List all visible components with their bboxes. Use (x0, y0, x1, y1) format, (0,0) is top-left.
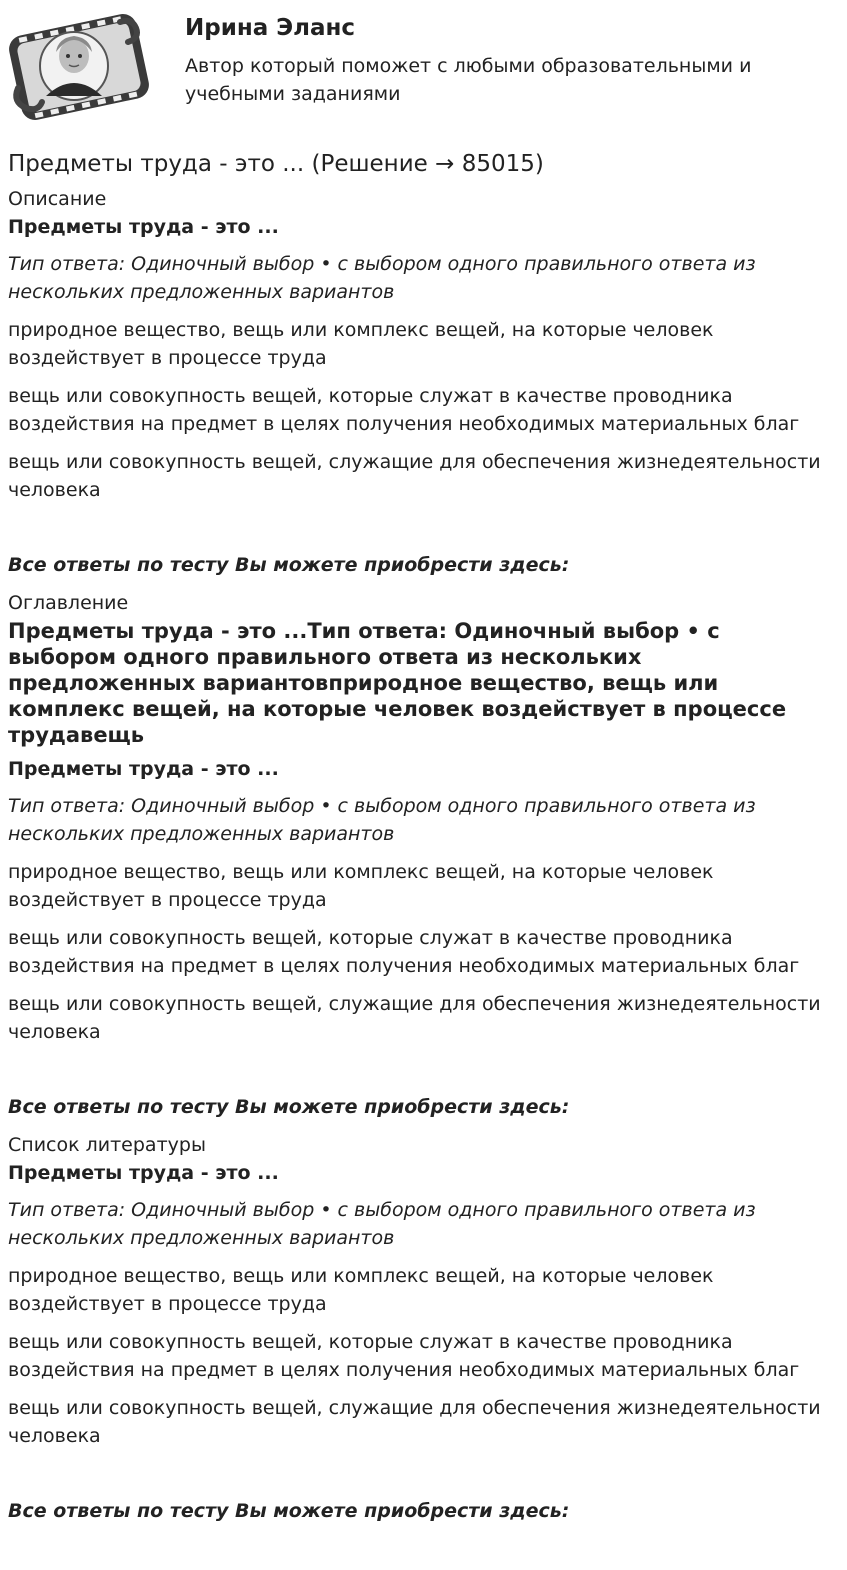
question-title: Предметы труда - это ... (8, 216, 279, 238)
buy-answers-link[interactable]: Все ответы по тесту Вы можете приобрести здесь: (8, 1500, 570, 1522)
answer-option: вещь или совокупность вещей, служащие для обеспечения жизнедеятельности человека (8, 451, 821, 501)
section-label: Оглавление (8, 592, 129, 614)
answer-option: вещь или совокупность вещей, служащие для обеспечения жизнедеятельности человека (8, 1397, 821, 1447)
author-description: Автор который поможет с любыми образовательными и учебными заданиями (185, 55, 752, 105)
author-card (8, 6, 838, 128)
question-title: Предметы труда - это ... (8, 758, 279, 780)
answer-type: Тип ответа: Одиночный выбор • с выбором одного правильного ответа из нескольких предложенных вариантов (8, 1199, 756, 1249)
answer-option: природное вещество, вещь или комплекс вещей, на которые человек воздействует в процессе труда (8, 319, 714, 369)
main-content (8, 148, 834, 1536)
answer-option: вещь или совокупность вещей, которые служат в качестве проводника воздействия на предмет в целях получения необходимых материальных благ (8, 385, 800, 435)
buy-answers-link[interactable]: Все ответы по тесту Вы можете приобрести здесь: (8, 554, 570, 576)
page-title: Предметы труда - это ... (Решение → 85015) (8, 151, 544, 177)
section-label: Описание (8, 188, 107, 210)
answer-option: вещь или совокупность вещей, которые служат в качестве проводника воздействия на предмет в целях получения необходимых материальных благ (8, 927, 800, 977)
answer-type: Тип ответа: Одиночный выбор • с выбором одного правильного ответа из нескольких предложенных вариантов (8, 253, 756, 303)
description-section (8, 186, 834, 578)
answer-option: вещь или совокупность вещей, служащие для обеспечения жизнедеятельности человека (8, 993, 821, 1043)
answer-type: Тип ответа: Одиночный выбор • с выбором одного правильного ответа из нескольких предложенных вариантов (8, 795, 756, 845)
contents-section (8, 590, 834, 1120)
references-section (8, 1132, 834, 1524)
contents-heading: Предметы труда - это ...Тип ответа: Одиночный выбор • с выбором одного правильного ответа из нескольких предложенных вариантовприродное вещество, вещь или комплекс вещей, на которые человек воздействует в процессе трудавещь (8, 619, 787, 747)
answer-option: природное вещество, вещь или комплекс вещей, на которые человек воздействует в процессе труда (8, 861, 714, 911)
section-label: Список литературы (8, 1134, 206, 1156)
author-name[interactable]: Ирина Эланс (185, 15, 356, 41)
question-title: Предметы труда - это ... (8, 1162, 279, 1184)
author-avatar[interactable] (8, 8, 150, 126)
answer-option: природное вещество, вещь или комплекс вещей, на которые человек воздействует в процессе труда (8, 1265, 714, 1315)
buy-answers-link[interactable]: Все ответы по тесту Вы можете приобрести здесь: (8, 1096, 570, 1118)
answer-option: вещь или совокупность вещей, которые служат в качестве проводника воздействия на предмет в целях получения необходимых материальных благ (8, 1331, 800, 1381)
